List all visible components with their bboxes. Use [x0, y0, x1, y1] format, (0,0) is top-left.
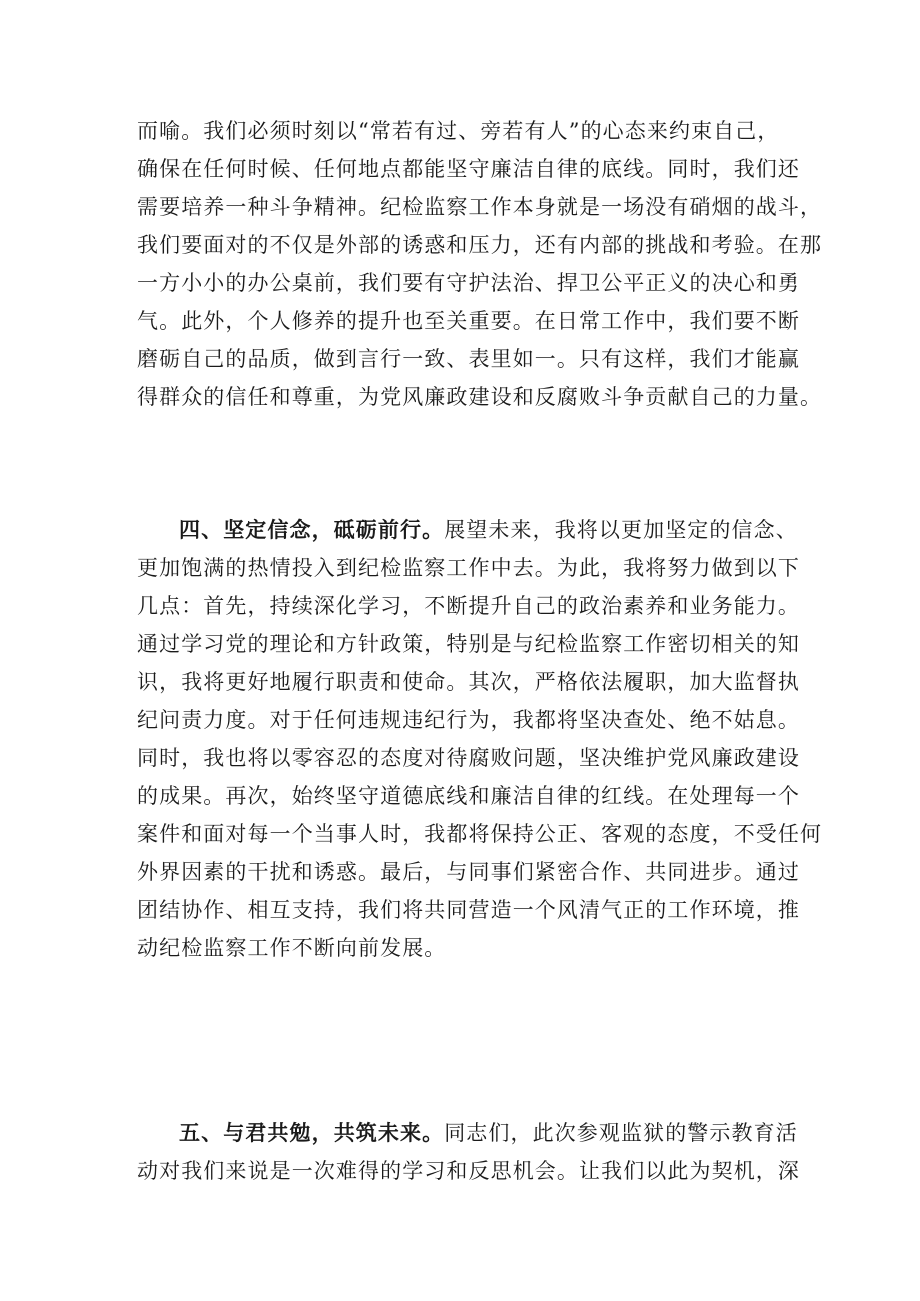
paragraph-2: [137, 511, 823, 967]
paragraph-line: 磨砺自己的品质，做到言行一致、表里如一。只有这样，我们才能赢: [137, 347, 800, 371]
paragraph-line: 气。此外，个人修养的提升也至关重要。在日常工作中，我们要不断: [137, 309, 800, 333]
section-heading: 五、与君共勉，共筑未来。: [179, 1120, 445, 1145]
paragraph-line: 识，我将更好地履行职责和使命。其次，严格依法履职，加大监督执: [137, 670, 800, 694]
paragraph-line: 通过学习党的理论和方针政策，特别是与纪检监察工作密切相关的知: [137, 632, 800, 656]
paragraph-line: 我们要面对的不仅是外部的诱惑和压力，还有内部的挑战和考验。在那: [137, 233, 823, 257]
paragraph-line: 案件和面对每一个当事人时，我都将保持公正、客观的态度，不受任何: [137, 822, 823, 846]
paragraph-line: 外界因素的干扰和诱惑。最后，与同事们紧密合作、共同进步。通过: [137, 860, 800, 884]
paragraph-line: 动纪检监察工作不断向前发展。: [137, 936, 447, 960]
paragraph-line: 的成果。再次，始终坚守道德底线和廉洁自律的红线。在处理每一个: [137, 784, 800, 808]
paragraph-3: [137, 1114, 800, 1190]
paragraph-1: [137, 112, 823, 416]
paragraph-line: 几点：首先，持续深化学习，不断提升自己的政治素养和业务能力。: [137, 594, 800, 618]
paragraph-line: 需要培养一种斗争精神。纪检监察工作本身就是一场没有硝烟的战斗，: [137, 195, 823, 219]
paragraph-line: 更加饱满的热情投入到纪检监察工作中去。为此，我将努力做到以下: [137, 556, 800, 580]
paragraph-line: 动对我们来说是一次难得的学习和反思机会。让我们以此为契机，深: [137, 1159, 800, 1183]
paragraph-line: 纪问责力度。对于任何违规违纪行为，我都将坚决查处、绝不姑息。: [137, 708, 800, 732]
first-line-text: 同志们，此次参观监狱的警示教育活: [444, 1121, 798, 1145]
paragraph-line: 团结协作、相互支持，我们将共同营造一个风清气正的工作环境，推: [137, 898, 800, 922]
paragraph-line: 而喻。我们必须时刻以“常若有过、旁若有人”的心态来约束自己，: [137, 119, 780, 143]
paragraph-first-line: [137, 511, 797, 549]
paragraph-line: 同时，我也将以零容忍的态度对待腐败问题，坚决维护党风廉政建设: [137, 746, 800, 770]
section-heading: 四、坚定信念，砥砺前行。: [179, 517, 445, 542]
paragraph-line: 得群众的信任和尊重，为党风廉政建设和反腐败斗争贡献自己的力量。: [137, 385, 823, 409]
paragraph-line: 一方小小的办公桌前，我们要有守护法治、捍卫公平正义的决心和勇: [137, 271, 800, 295]
paragraph-first-line: [137, 1114, 797, 1152]
paragraph-line: 确保在任何时候、任何地点都能坚守廉洁自律的底线。同时，我们还: [137, 157, 800, 181]
first-line-text: 展望未来，我将以更加坚定的信念、: [444, 518, 798, 542]
